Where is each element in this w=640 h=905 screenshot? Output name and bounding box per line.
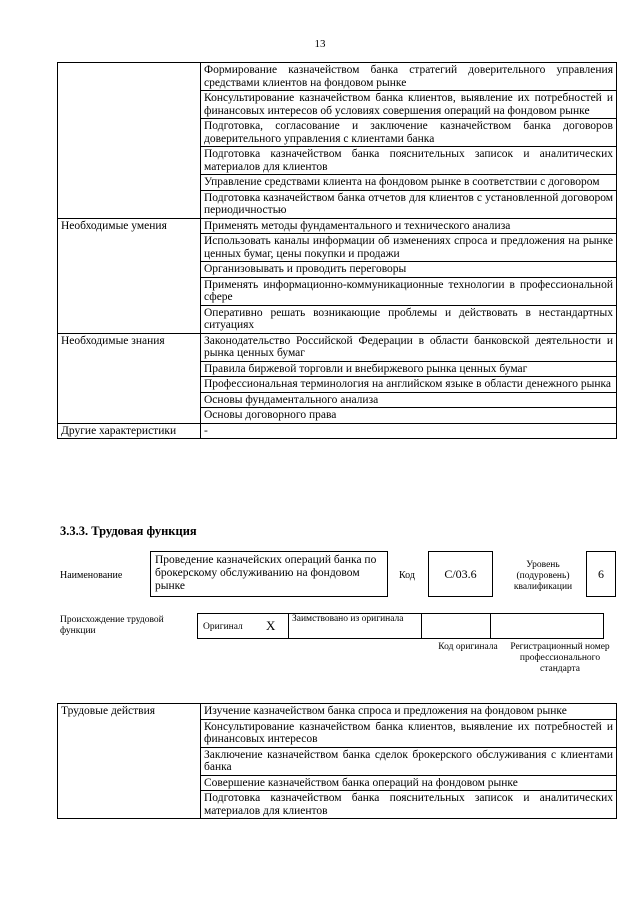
row-item: Оперативно решать возникающие проблемы и действовать в нестандартных ситуациях: [201, 305, 617, 333]
row-label: [58, 63, 201, 219]
original-label: Оригинал: [203, 622, 243, 632]
code-value: C/03.6: [444, 567, 477, 581]
row-item: Использовать каналы информации об изменениях спроса и предложения на рынке ценных бумаг, цены покупки и продажи: [201, 234, 617, 262]
name-label: Наименование: [60, 570, 123, 581]
level-box: [586, 551, 616, 597]
function-name-box: [150, 551, 388, 597]
function-name-value: Проведение казначейских операций банка по брокерскому обслуживанию на фондовом рынке: [155, 554, 377, 592]
row-item: Консультирование казначейством банка клиентов, выявление их потребностей и финансовых интересов: [201, 719, 617, 747]
level-value: 6: [598, 567, 604, 581]
row-item: Основы фундаментального анализа: [201, 392, 617, 408]
row-item: Основы договорного права: [201, 408, 617, 424]
code-caption: Код оригинала: [438, 642, 498, 652]
table-row: [58, 423, 617, 439]
top-table: [57, 62, 617, 439]
row-label: Другие характеристики: [58, 423, 201, 439]
borrowed-label: Заимствовано из оригинала: [292, 614, 404, 624]
table-row: [58, 333, 617, 361]
code-box: [428, 551, 493, 597]
code-label: Код: [399, 570, 415, 581]
table-row: [58, 63, 617, 91]
row-item: Подготовка, согласование и заключение казначейством банка договоров доверительного управления с клиентами банка: [201, 119, 617, 147]
row-item: Законодательство Российской Федерации в области банковской деятельности и рынка ценных бумаг: [201, 333, 617, 361]
row-label: Необходимые умения: [58, 218, 201, 333]
page-number: 13: [314, 38, 326, 50]
row-item: Применять информационно-коммуникационные технологии в профессиональной сфере: [201, 277, 617, 305]
row-item: Формирование казначейством банка стратегий доверительного управления средствами клиентов на фондовом рынке: [201, 63, 617, 91]
level-label: Уровень (подуровень) квалификации: [513, 560, 573, 592]
row-item: Консультирование казначейством банка клиентов, выявление их потребностей и финансовых интересов об условиях совершения операций на фондовом рынке: [201, 91, 617, 119]
row-item: Применять методы фундаментального и технического анализа: [201, 218, 617, 234]
original-mark: X: [266, 618, 276, 633]
origin-label: Происхождение трудовой функции: [60, 615, 164, 636]
row-item: Профессиональная терминология на английском языке в области денежного рынка: [201, 377, 617, 393]
row-item: Совершение казначейством банка операций на фондовом рынке: [201, 775, 617, 791]
row-item: Изучение казначейством банка спроса и предложения на фондовом рынке: [201, 704, 617, 720]
row-label: Необходимые знания: [58, 333, 201, 423]
origin-table: [197, 613, 604, 639]
origin-original-cell: [198, 614, 289, 639]
row-item: Заключение казначейством банка сделок брокерского обслуживания с клиентами банка: [201, 747, 617, 775]
row-label: Трудовые действия: [58, 704, 201, 819]
row-item: Правила биржевой торговли и внебиржевого рынка ценных бумаг: [201, 361, 617, 377]
origin-code-cell: [422, 614, 491, 639]
row-item: Подготовка казначейством банка пояснительных записок и аналитических материалов для клиентов: [201, 147, 617, 175]
section-heading: 3.3.3. Трудовая функция: [60, 524, 197, 538]
table-row: [58, 704, 617, 720]
table-row: [58, 218, 617, 234]
origin-borrowed-cell: [289, 614, 422, 639]
row-item: Организовывать и проводить переговоры: [201, 262, 617, 278]
origin-reg-cell: [491, 614, 604, 639]
bottom-table: [57, 703, 617, 819]
row-item: Подготовка казначейством банка пояснительных записок и аналитических материалов для клиентов: [201, 791, 617, 819]
row-item: -: [201, 423, 617, 439]
reg-caption: Регистрационный номер профессионального стандарта: [510, 642, 610, 674]
row-item: Управление средствами клиента на фондовом рынке в соответствии с договором: [201, 175, 617, 191]
row-item: Подготовка казначейством банка отчетов для клиентов с установленной договором периодичностью: [201, 190, 617, 218]
